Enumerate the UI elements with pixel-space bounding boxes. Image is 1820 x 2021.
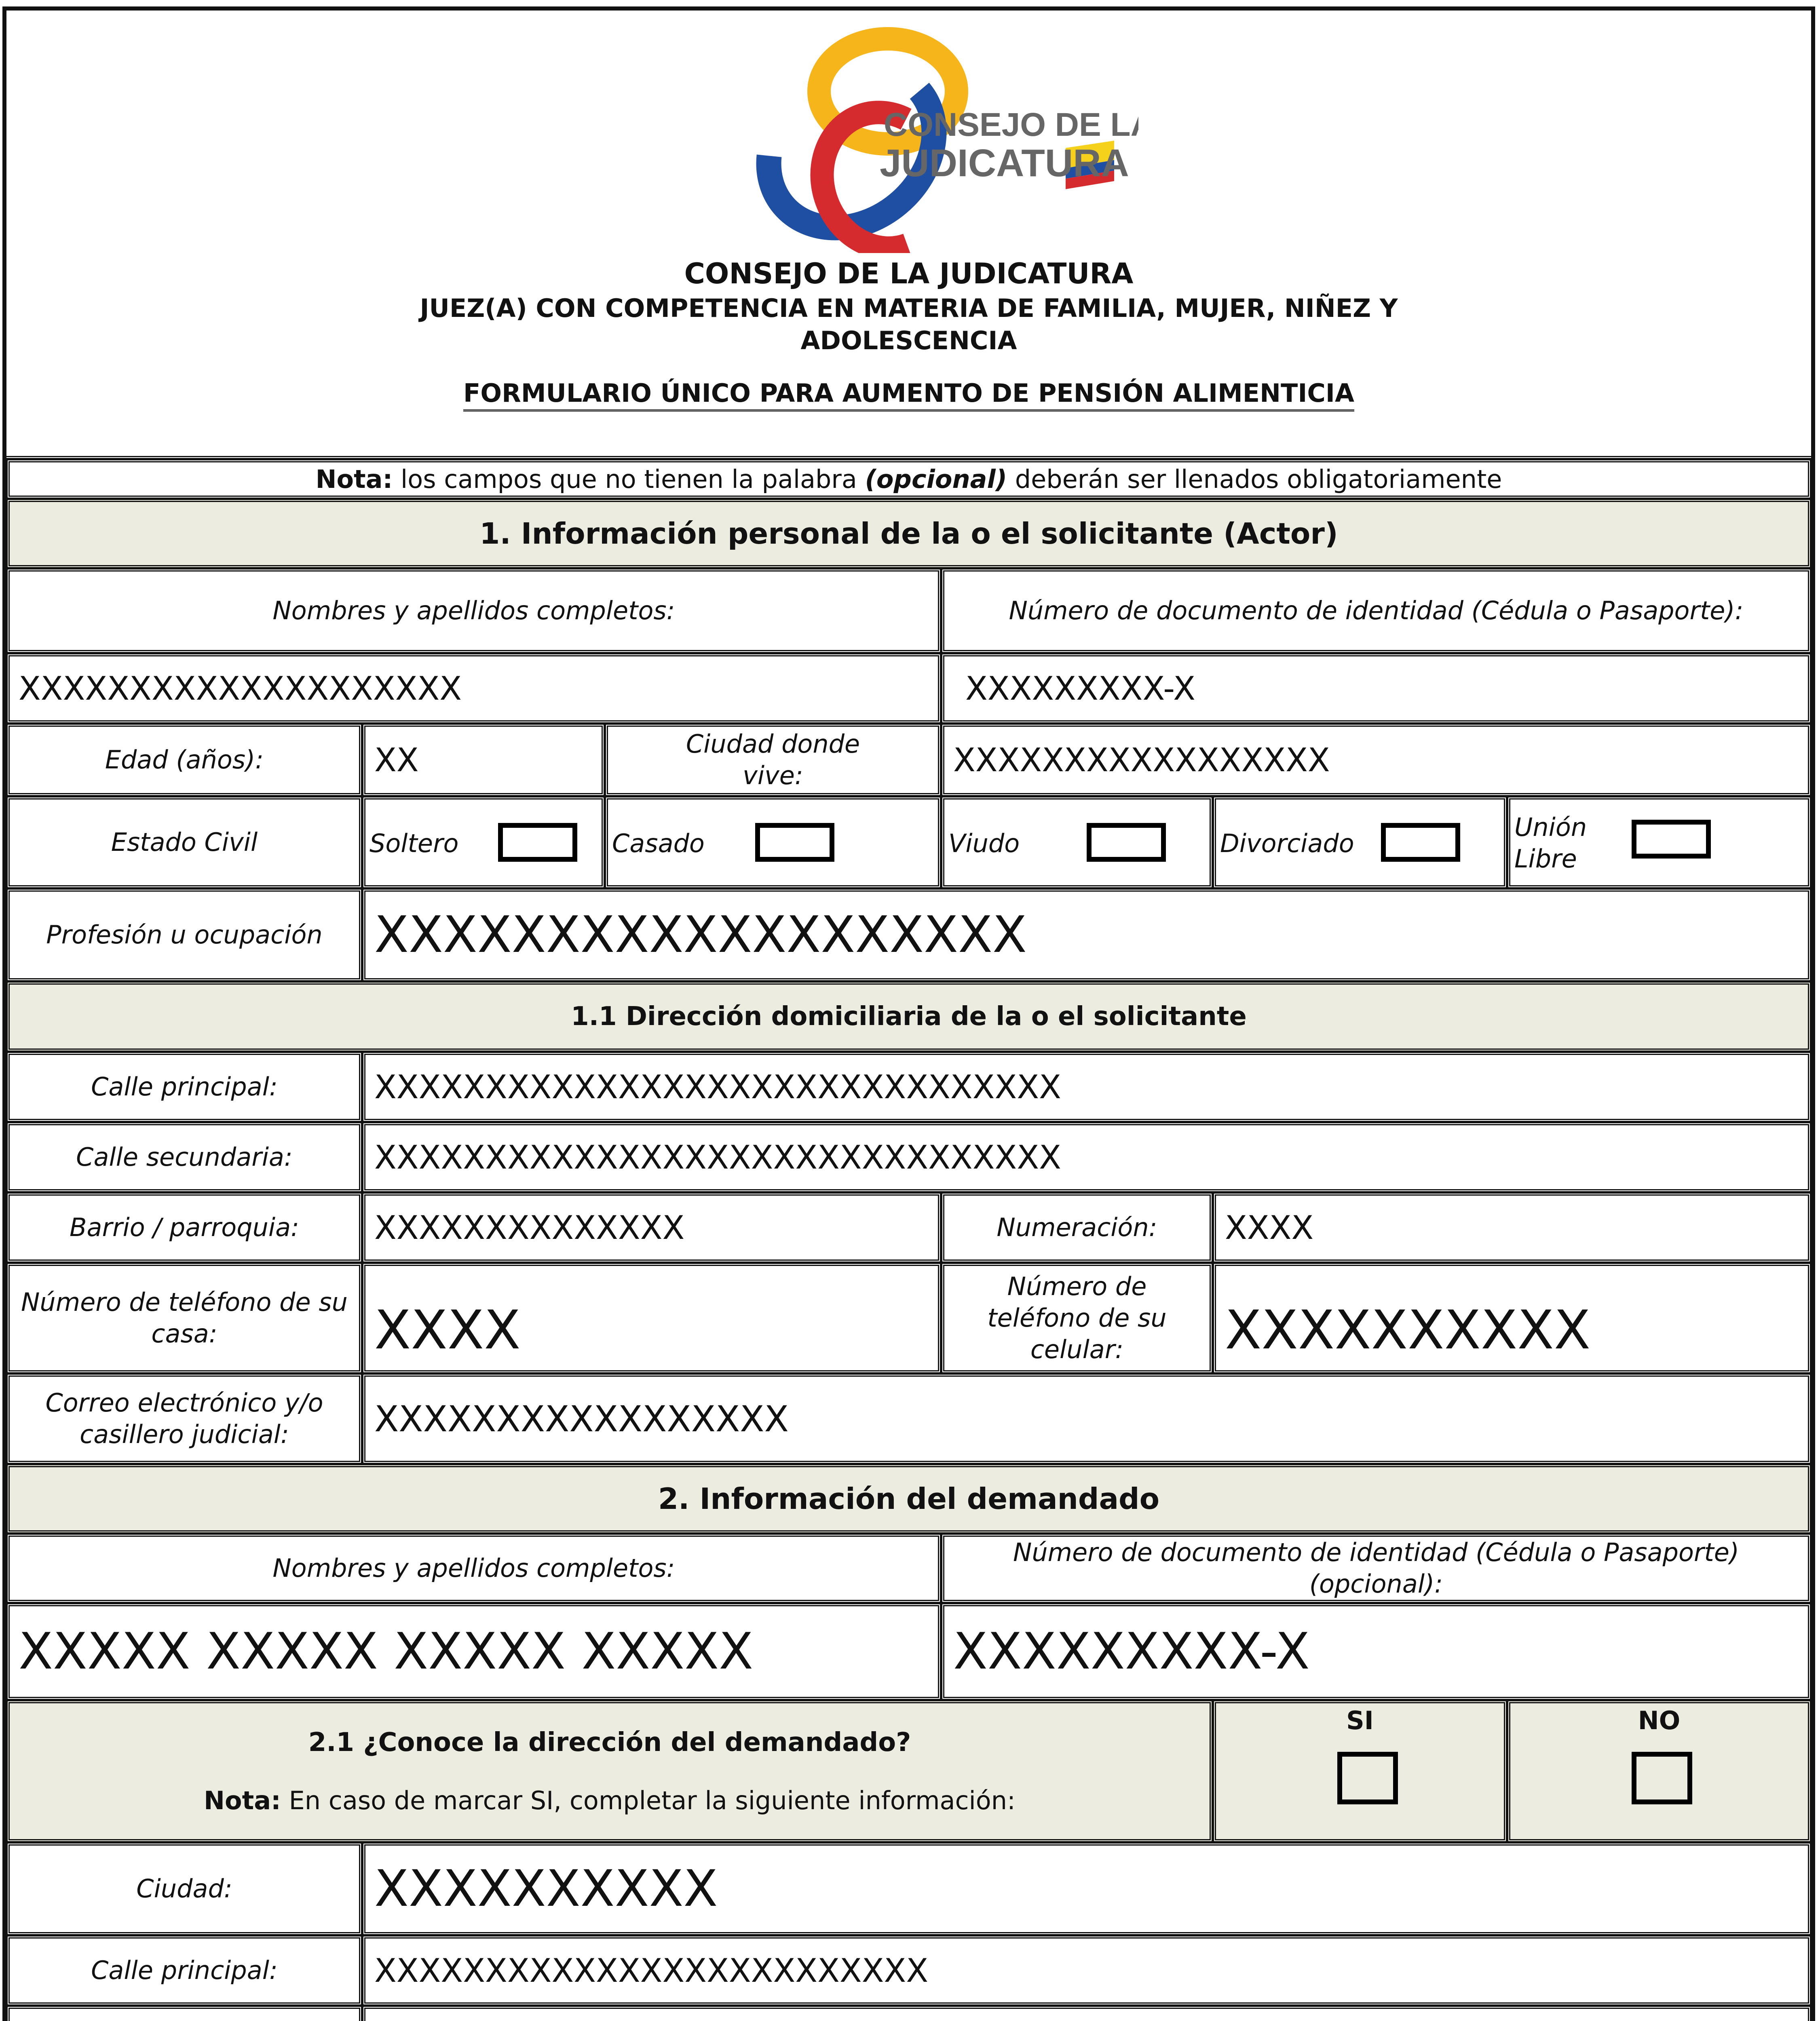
s21-question: 2.1 ¿Conoce la dirección del demandado? <box>308 1727 911 1757</box>
s1-name-value[interactable]: XXXXXXXXXXXXXXXXXXXX <box>6 653 941 724</box>
civil-option-viudo[interactable] <box>941 796 1213 888</box>
s1-age-value[interactable]: XX <box>362 724 605 796</box>
s11-secondary-street-value[interactable]: XXXXXXXXXXXXXXXXXXXXXXXXXXXXXXX <box>362 1122 1811 1192</box>
civil-option-divorciado-label: Divorciado <box>1220 829 1354 858</box>
s11-secondary-street-label: Calle secundaria: <box>6 1122 362 1192</box>
s21-no-option[interactable] <box>1507 1700 1811 1842</box>
s11-email-value[interactable]: XXXXXXXXXXXXXXXXX <box>362 1373 1811 1464</box>
s21-yes-label: SI <box>1346 1706 1374 1735</box>
s1-id-label: Número de documento de identidad (Cédula o Pasaporte): <box>941 568 1811 653</box>
logo-text-line2: JUDICATURA <box>880 141 1129 185</box>
section1-title: 1. Información personal de la o el solicitante (Actor) <box>6 499 1811 568</box>
s21-city-value[interactable]: XXXXXXXXXX <box>362 1842 1811 1935</box>
note-text-after: deberán ser llenados obligatoriamente <box>1007 464 1502 494</box>
s1-civil-status-label: Estado Civil <box>6 796 362 888</box>
s21-secondary-street-value[interactable] <box>362 2006 1811 2021</box>
s21-main-street-value[interactable]: XXXXXXXXXXXXXXXXXXXXXXXXX <box>362 1935 1811 2006</box>
s1-city-value[interactable]: XXXXXXXXXXXXXXXXX <box>941 724 1811 796</box>
s21-note-prefix: Nota: <box>204 1785 281 1815</box>
s21-no-label: NO <box>1638 1706 1681 1735</box>
civil-option-union-libre[interactable] <box>1507 796 1811 888</box>
s1-name-label: Nombres y apellidos completos: <box>6 568 941 653</box>
civil-option-casado-label: Casado <box>612 829 705 858</box>
s1-age-label: Edad (años): <box>6 724 362 796</box>
s11-neighborhood-label: Barrio / parroquia: <box>6 1192 362 1263</box>
s2-id-value[interactable]: XXXXXXXXX-X <box>941 1603 1811 1700</box>
s1-occupation-value[interactable]: XXXXXXXXXXXXXXXXXXX <box>362 888 1811 981</box>
logo <box>750 27 1138 253</box>
header-box <box>6 11 1811 459</box>
s2-id-label: Número de documento de identidad (Cédula o Pasaporte) (opcional): <box>941 1534 1811 1603</box>
s11-number-label: Numeración: <box>941 1192 1213 1263</box>
civil-option-divorciado[interactable] <box>1213 796 1507 888</box>
s11-home-phone-value[interactable]: XXXX <box>362 1263 941 1373</box>
civil-option-soltero[interactable] <box>362 796 605 888</box>
page-subtitle-line2: ADOLESCENCIA <box>800 326 1017 355</box>
note-row <box>6 459 1811 499</box>
civil-union-libre-checkbox[interactable] <box>1632 820 1711 859</box>
s11-cell-label: Número de teléfono de su celular: <box>941 1263 1213 1373</box>
s21-note <box>204 1786 1016 1815</box>
section1-1-title: 1.1 Dirección domiciliaria de la o el solicitante <box>6 981 1811 1052</box>
logo-text-line1: CONSEJO DE LA <box>884 106 1138 143</box>
s21-yes-option[interactable] <box>1213 1700 1507 1842</box>
civil-soltero-checkbox[interactable] <box>498 823 577 862</box>
s11-main-street-label: Calle principal: <box>6 1052 362 1122</box>
civil-casado-checkbox[interactable] <box>755 823 834 862</box>
s21-no-checkbox[interactable] <box>1632 1752 1692 1804</box>
s11-neighborhood-value[interactable]: XXXXXXXXXXXXXX <box>362 1192 941 1263</box>
civil-option-soltero-label: Soltero <box>369 829 459 858</box>
civil-option-viudo-label: Viudo <box>948 829 1020 858</box>
s1-occupation-label: Profesión u ocupación <box>6 888 362 981</box>
logo-graphic <box>750 27 1138 253</box>
s11-home-phone-label: Número de teléfono de su casa: <box>6 1263 362 1373</box>
s11-main-street-value[interactable]: XXXXXXXXXXXXXXXXXXXXXXXXXXXXXXX <box>362 1052 1811 1122</box>
s1-id-value[interactable]: XXXXXXXXX-X <box>941 653 1811 724</box>
civil-option-casado[interactable] <box>605 796 941 888</box>
s2-name-value[interactable]: XXXXX XXXXX XXXXX XXXXX <box>6 1603 941 1700</box>
s21-yes-checkbox[interactable] <box>1337 1752 1398 1804</box>
s21-secondary-street-label <box>6 2006 362 2021</box>
form-title <box>6 378 1811 408</box>
section2-title: 2. Información del demandado <box>6 1464 1811 1534</box>
page-title: CONSEJO DE LA JUDICATURA <box>684 257 1134 290</box>
s21-city-label: Ciudad: <box>6 1842 362 1935</box>
civil-divorciado-checkbox[interactable] <box>1381 823 1460 862</box>
note-prefix: Nota: <box>315 464 393 494</box>
s21-question-box <box>6 1700 1213 1842</box>
form-title-text: FORMULARIO ÚNICO PARA AUMENTO DE PENSIÓN ALIMENTICIA <box>463 378 1354 411</box>
note-text-before: los campos que no tienen la palabra <box>393 464 865 494</box>
s21-main-street-label: Calle principal: <box>6 1935 362 2006</box>
civil-viudo-checkbox[interactable] <box>1087 823 1166 862</box>
s11-number-value[interactable]: XXXX <box>1213 1192 1811 1263</box>
s2-name-label: Nombres y apellidos completos: <box>6 1534 941 1603</box>
s11-email-label: Correo electrónico y/o casillero judicial: <box>6 1373 362 1464</box>
s11-cell-value[interactable]: XXXXXXXXXX <box>1213 1263 1811 1373</box>
s1-city-label: Ciudad donde vive: <box>605 724 941 796</box>
civil-option-union-libre-label: Unión Libre <box>1514 812 1587 873</box>
page-subtitle-line1: JUEZ(A) CON COMPETENCIA EN MATERIA DE FAMILIA, MUJER, NIÑEZ Y <box>420 293 1398 323</box>
s21-note-text: En caso de marcar SI, completar la siguiente información: <box>281 1785 1016 1815</box>
note-emphasis: (opcional) <box>865 464 1007 494</box>
